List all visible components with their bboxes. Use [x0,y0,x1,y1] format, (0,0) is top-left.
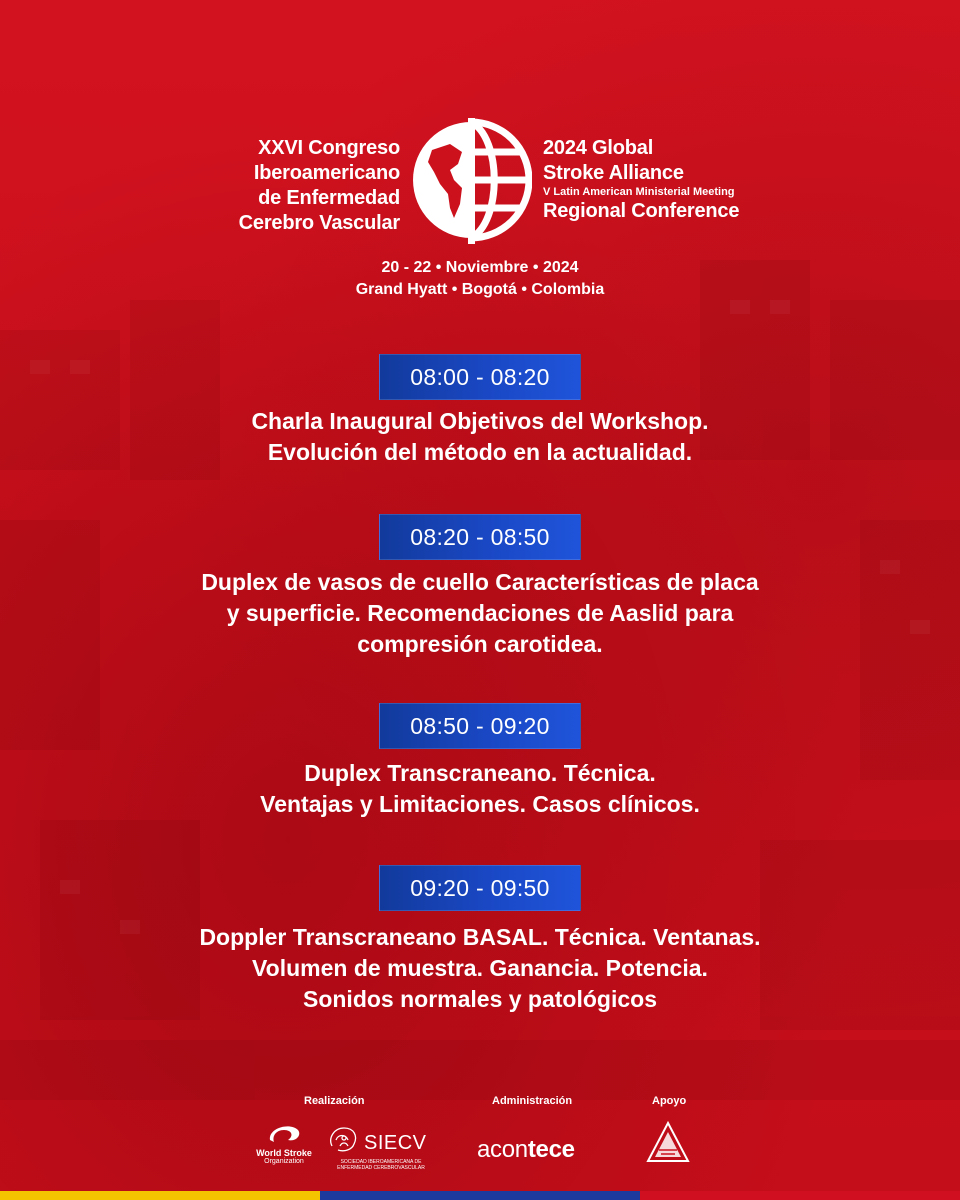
event-date-text: 20 - 22 • Noviembre • 2024 [381,259,579,276]
time-badge: 08:00 - 08:20 [379,354,581,400]
regional-conference-line: Regional Conference [543,200,740,222]
flag-red [640,1191,960,1200]
congress-title-line: XXVI Congreso [258,137,400,159]
alliance-title-line: 2024 Global [543,137,654,159]
wso-line2: Organization [264,1158,304,1165]
header [0,118,960,248]
session-title-line: compresión carotidea. [357,631,603,657]
administracion-label: Administración [492,1095,573,1107]
session-title-line: y superficie. Recomendaciones de Aaslid para [226,600,734,626]
siecv-brain-icon [326,1124,360,1156]
event-dates [0,257,960,301]
colombia-flag-stripe [0,1191,960,1200]
siecv-subtitle: SOCIEDAD IBEROAMERICANA DE ENFERMEDAD CEREBROVASCULAR [337,1159,425,1171]
congress-title-line: Cerebro Vascular [238,212,400,234]
session-title [80,406,880,468]
congress-title-line: Iberoamericano [253,162,400,184]
apoyo-label: Apoyo [652,1095,687,1107]
session-title-line: Ventajas y Limitaciones. Casos clínicos. [260,791,700,817]
ministerial-meeting-line: V Latin American Ministerial Meeting [543,186,735,198]
siecv-logo [326,1124,436,1172]
session-title [80,758,880,820]
flag-yellow [0,1191,320,1200]
session-title-line: Evolución del método en la actualidad. [267,439,693,465]
time-badge: 09:20 - 09:50 [379,865,581,911]
session-title-line: Sonidos normales y patológicos [302,986,657,1012]
time-badge: 08:50 - 09:20 [379,703,581,749]
session-title [80,567,880,660]
time-badge: 08:20 - 08:50 [379,514,581,560]
session-title [80,922,880,1015]
support-logo-icon [645,1120,691,1166]
acontece-logo [477,1136,575,1164]
globe-logo-icon [410,118,532,244]
wso-line1: World Stroke [256,1148,312,1158]
congress-title-line: de Enfermedad [258,187,400,209]
session-title-line: Duplex Transcraneano. Técnica. [304,760,656,786]
alliance-title-line: Stroke Alliance [543,162,684,184]
session-title-line: Doppler Transcraneano BASAL. Técnica. Ventanas. [199,924,761,950]
alliance-title [543,136,803,224]
siecv-name: SIECV [364,1132,427,1154]
flag-blue [320,1191,640,1200]
event-venue-text: Grand Hyatt • Bogotá • Colombia [355,281,605,298]
session-title-line: Duplex de vasos de cuello Características de placa [201,569,759,595]
world-stroke-organization-logo [252,1122,316,1172]
acontece-logo-suffix: tece [527,1136,575,1163]
session-title-line: Volumen de muestra. Ganancia. Potencia. [252,955,708,981]
session-title-line: Charla Inaugural Objetivos del Workshop. [251,408,709,434]
acontece-logo-prefix: acon [477,1136,528,1163]
congress-title [160,136,400,236]
wso-swirl-icon [264,1122,304,1148]
realizacion-label: Realización [304,1095,365,1107]
